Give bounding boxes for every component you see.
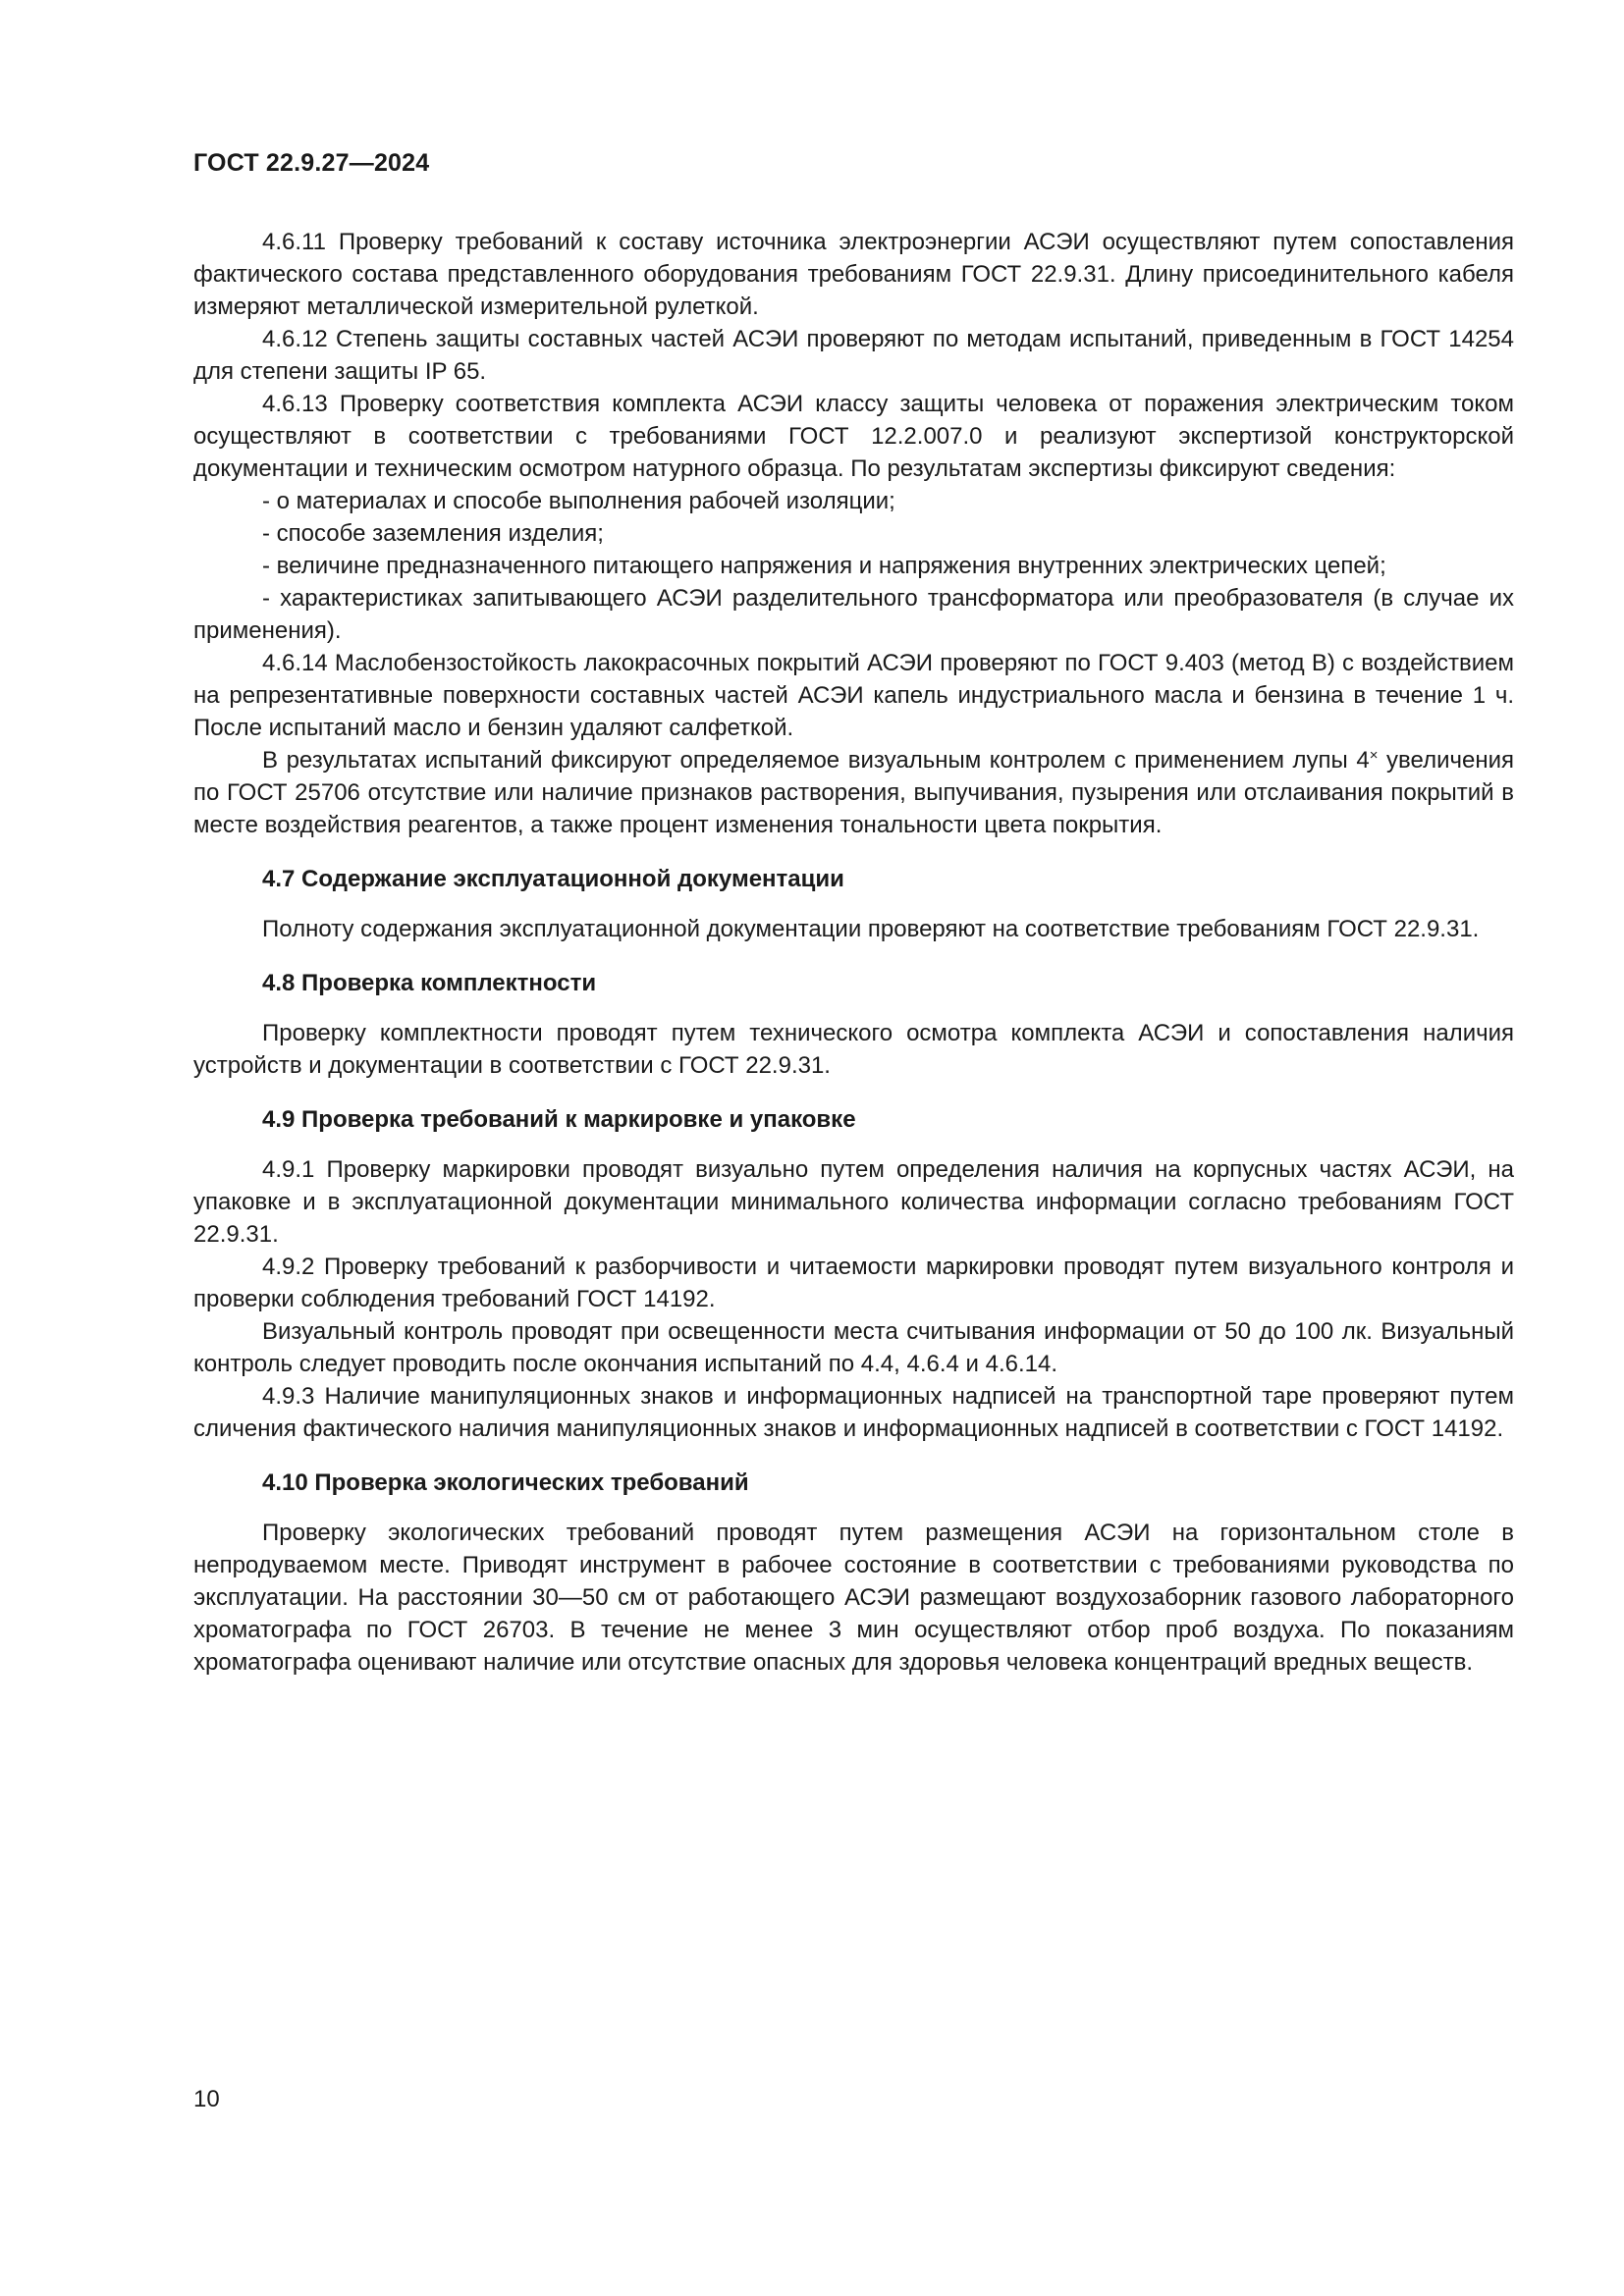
clause-4-6-14: 4.6.14 Маслобензостойкость лакокрасочных покрытий АСЭИ проверяют по ГОСТ 9.403 (метод В) с воздействием на репрезентативные поверхности составных частей АСЭИ капель индустриального масла и бензина в течение 1 ч. После испытаний масло и бензин удаляют салфеткой. <box>193 650 1514 741</box>
page-number: 10 <box>193 2086 220 2112</box>
clause-4-6-13: 4.6.13 Проверку соответствия комплекта АСЭИ классу защиты человека от поражения электрическим током осуществляют в соответствии с требованиями ГОСТ 12.2.007.0 и реализуют экспертизой конструкторской документации и техническим осмотром натурного образца. По результатам экспертизы фиксируют сведения: <box>193 391 1514 482</box>
standard-designation: ГОСТ 22.9.27—2024 <box>193 149 430 177</box>
clause-4-9-3: 4.9.3 Наличие манипуляционных знаков и информационных надписей на транспортной таре проверяют путем сличения фактического наличия манипуляционных знаков и информационных надписей в соответствии с ГОСТ 14192. <box>193 1383 1514 1442</box>
clause-4-9-2: 4.9.2 Проверку требований к разборчивости и читаемости маркировки проводят путем визуального контроля и проверки соблюдения требований ГОСТ 14192. <box>193 1254 1514 1312</box>
section-heading-4-9: 4.9 Проверка требований к маркировке и упаковке <box>262 1106 856 1133</box>
clause-4-9-1: 4.9.1 Проверку маркировки проводят визуально путем определения наличия на корпусных частях АСЭИ, на упаковке и в эксплуатационной документации минимального количества информации согласно требованиям ГОСТ 22.9.31. <box>193 1156 1514 1248</box>
list-item: - характеристиках запитывающего АСЭИ разделительного трансформатора или преобразователя (в случае их применения). <box>193 585 1514 644</box>
list-item: - способе заземления изделия; <box>262 520 604 547</box>
results-text-start: В результатах испытаний фиксируют определяемое визуальным контролем с применением лупы 4 <box>262 747 1370 774</box>
clause-4-7: Полноту содержания эксплуатационной документации проверяют на соответствие требованиям ГОСТ 22.9.31. <box>262 916 1480 942</box>
clause-4-10: Проверку экологических требований проводят путем размещения АСЭИ на горизонтальном столе в непродуваемом месте. Приводят инструмент в рабочее состояние в соответствии с требованиями руководства по эксплуатации. На расстоянии 30—50 см от работающего АСЭИ размещают воздухозаборник газового лабораторного хроматографа по ГОСТ 26703. В течение не менее 3 мин осуществляют отбор проб воздуха. По показаниям хроматографа оценивают наличие или отсутствие опасных для здоровья человека концентраций вредных веществ. <box>193 1520 1514 1676</box>
page-body <box>193 226 1514 1679</box>
section-heading-4-8: 4.8 Проверка комплектности <box>262 970 597 996</box>
clause-4-6-11: 4.6.11 Проверку требований к составу источника электроэнергии АСЭИ осуществляют путем сопоставления фактического состава представленного оборудования требованиям ГОСТ 22.9.31. Длину присоединительного кабеля измеряют металлической измерительной рулеткой. <box>193 229 1514 320</box>
section-heading-4-7: 4.7 Содержание эксплуатационной документации <box>262 866 844 892</box>
results-text-end: увеличения по ГОСТ 25706 отсутствие или наличие признаков растворения, выпучивания, пузырения или отслаивания покрытий в месте воздействия реагентов, а также процент изменения тональности цвета покрытия. <box>193 747 1514 838</box>
section-heading-4-10: 4.10 Проверка экологических требований <box>262 1469 749 1496</box>
list-item: - о материалах и способе выполнения рабочей изоляции; <box>262 488 895 514</box>
clause-4-8: Проверку комплектности проводят путем технического осмотра комплекта АСЭИ и сопоставления наличия устройств и документации в соответствии с ГОСТ 22.9.31. <box>193 1020 1514 1079</box>
clause-4-9-2-visual-control: Визуальный контроль проводят при освещенности места считывания информации от 50 до 100 лк. Визуальный контроль следует проводить после окончания испытаний по 4.4, 4.6.4 и 4.6.14. <box>193 1318 1514 1377</box>
list-item: - величине предназначенного питающего напряжения и напряжения внутренних электрических цепей; <box>262 553 1386 579</box>
magnification-sign: × <box>1369 747 1379 764</box>
clause-4-6-12: 4.6.12 Степень защиты составных частей АСЭИ проверяют по методам испытаний, приведенным в ГОСТ 14254 для степени защиты IP 65. <box>193 326 1514 385</box>
clause-4-6-14-results <box>193 744 1514 841</box>
